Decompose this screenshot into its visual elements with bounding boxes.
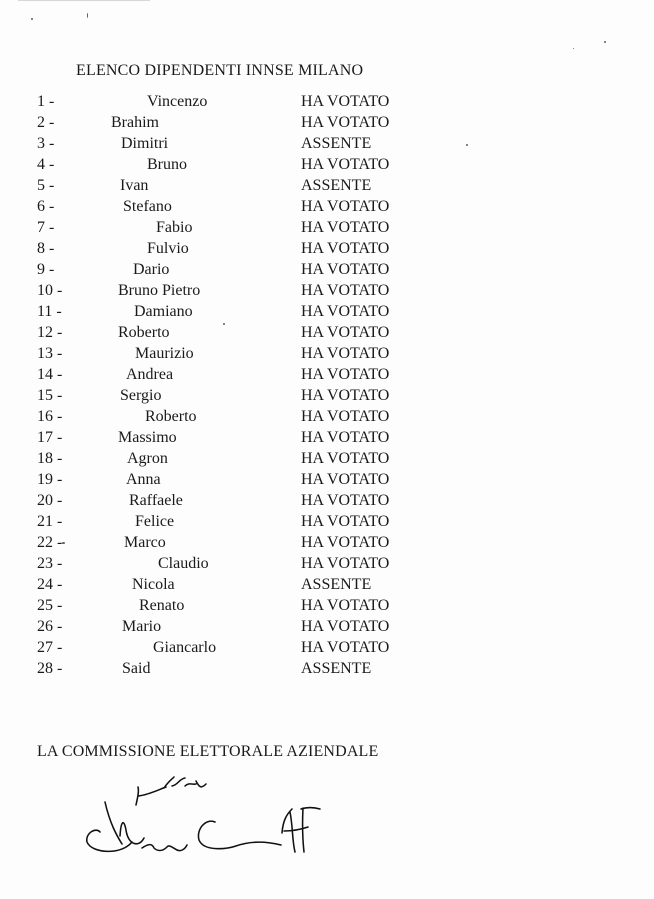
- employee-name: Claudio: [158, 555, 209, 572]
- employee-row: [0, 553, 654, 574]
- employee-number: 24 -: [37, 576, 63, 593]
- employee-number: 4 -: [37, 156, 55, 173]
- employee-row: [0, 448, 654, 469]
- employee-row: [0, 427, 654, 448]
- employee-name: Said: [122, 660, 151, 677]
- employee-number: 22 -: [37, 534, 63, 551]
- employee-row: [0, 490, 654, 511]
- employee-number: 1 -: [37, 93, 55, 110]
- employee-number: 28 -: [37, 660, 63, 677]
- employee-number: 25 -: [37, 597, 63, 614]
- signature-stroke: [87, 802, 187, 851]
- employee-number: 14 -: [37, 366, 63, 383]
- employee-name: Fulvio: [147, 240, 189, 257]
- employee-row: [0, 154, 654, 175]
- employee-number: 20 -: [37, 492, 63, 509]
- scan-speck: [87, 13, 88, 18]
- signature-stroke: [198, 808, 320, 853]
- vote-status: HA VOTATO: [301, 303, 390, 320]
- employee-name: Nicola: [132, 576, 175, 593]
- employee-number: 23 -: [37, 555, 63, 572]
- employee-name: Ivan: [120, 177, 149, 194]
- employee-row: [0, 175, 654, 196]
- employee-number: 10 -: [37, 282, 63, 299]
- employee-number: 11 -: [37, 303, 62, 320]
- employee-name: Agron: [127, 450, 168, 467]
- employee-name: Felice: [135, 513, 175, 530]
- employee-number: 7 -: [37, 219, 55, 236]
- employee-number: 18 -: [37, 450, 63, 467]
- scan-speck: [31, 18, 33, 20]
- employee-name: Maurizio: [135, 345, 194, 362]
- vote-status: HA VOTATO: [301, 492, 390, 509]
- vote-status: ASSENTE: [301, 660, 372, 677]
- document-title: ELENCO DIPENDENTI INNSE MILANO: [76, 62, 364, 79]
- employee-name: Anna: [126, 471, 161, 488]
- employee-name: Bruno: [147, 156, 187, 173]
- employee-list: [0, 91, 654, 691]
- employee-name: Bruno Pietro: [118, 282, 201, 299]
- vote-status: HA VOTATO: [301, 555, 390, 572]
- employee-name: Sergio: [120, 387, 162, 404]
- employee-row: [0, 133, 654, 154]
- scan-speck: [604, 41, 606, 43]
- employee-row: [0, 385, 654, 406]
- employee-name: Dimitri: [121, 135, 169, 152]
- employee-row: [0, 322, 654, 343]
- vote-status: ASSENTE: [301, 576, 372, 593]
- vote-status: HA VOTATO: [301, 387, 390, 404]
- employee-row: [0, 238, 654, 259]
- employee-row: [0, 406, 654, 427]
- vote-status: HA VOTATO: [301, 513, 390, 530]
- vote-status: HA VOTATO: [301, 156, 390, 173]
- vote-status: HA VOTATO: [301, 261, 390, 278]
- vote-status: HA VOTATO: [301, 198, 390, 215]
- signature-stroke: [136, 777, 206, 805]
- vote-status: ASSENTE: [301, 177, 372, 194]
- employee-name: Dario: [133, 261, 170, 278]
- employee-row: [0, 616, 654, 637]
- employee-name: Giancarlo: [153, 639, 217, 656]
- employee-row: [0, 301, 654, 322]
- employee-number: 17 -: [37, 429, 63, 446]
- employee-name: Vincenzo: [147, 93, 208, 110]
- vote-status: HA VOTATO: [301, 471, 390, 488]
- employee-number: 12 -: [37, 324, 63, 341]
- vote-status: HA VOTATO: [301, 345, 390, 362]
- employee-row: [0, 595, 654, 616]
- employee-row: [0, 112, 654, 133]
- employee-row: [0, 574, 654, 595]
- employee-name: Raffaele: [129, 492, 183, 509]
- employee-number: 16 -: [37, 408, 63, 425]
- vote-status: HA VOTATO: [301, 450, 390, 467]
- employee-row: [0, 511, 654, 532]
- employee-name: Fabio: [156, 219, 193, 236]
- employee-number: 26 -: [37, 618, 63, 635]
- employee-row: [0, 217, 654, 238]
- employee-number: 6 -: [37, 198, 55, 215]
- employee-row: [0, 259, 654, 280]
- employee-row: [0, 343, 654, 364]
- commission-footer: LA COMMISSIONE ELETTORALE AZIENDALE: [37, 743, 379, 760]
- employee-row: [0, 637, 654, 658]
- employee-number: 27 -: [37, 639, 63, 656]
- vote-status: HA VOTATO: [301, 429, 390, 446]
- vote-status: HA VOTATO: [301, 618, 390, 635]
- employee-name: Brahim: [111, 114, 159, 131]
- vote-status: ASSENTE: [301, 135, 372, 152]
- employee-row: [0, 532, 654, 553]
- employee-name: Stefano: [123, 198, 172, 215]
- employee-number: 8 -: [37, 240, 55, 257]
- employee-number: 21 -: [37, 513, 63, 530]
- vote-status: HA VOTATO: [301, 114, 390, 131]
- vote-status: HA VOTATO: [301, 597, 390, 614]
- employee-number: 2 -: [37, 114, 55, 131]
- employee-number: 9 -: [37, 261, 55, 278]
- employee-row: [0, 280, 654, 301]
- employee-row: [0, 91, 654, 112]
- handwritten-signatures-icon: [78, 772, 348, 862]
- employee-name: Marco: [124, 534, 166, 551]
- employee-number: 5 -: [37, 177, 55, 194]
- vote-status: HA VOTATO: [301, 324, 390, 341]
- top-edge-line: [18, 0, 150, 1]
- employee-row: [0, 364, 654, 385]
- employee-row: [0, 469, 654, 490]
- vote-status: HA VOTATO: [301, 219, 390, 236]
- vote-status: HA VOTATO: [301, 366, 390, 383]
- employee-row: [0, 658, 654, 679]
- vote-status: HA VOTATO: [301, 534, 390, 551]
- employee-number: 19 -: [37, 471, 63, 488]
- vote-status: HA VOTATO: [301, 282, 390, 299]
- vote-status: HA VOTATO: [301, 93, 390, 110]
- employee-number: 13 -: [37, 345, 63, 362]
- employee-name: Andrea: [126, 366, 174, 383]
- employee-number: 3 -: [37, 135, 55, 152]
- vote-status: HA VOTATO: [301, 639, 390, 656]
- employee-name: Damiano: [134, 303, 193, 320]
- employee-number: 15 -: [37, 387, 63, 404]
- employee-row: [0, 196, 654, 217]
- employee-name: Renato: [139, 597, 185, 614]
- scan-speck: [573, 48, 574, 49]
- employee-name: Roberto: [118, 324, 170, 341]
- employee-name: Mario: [122, 618, 162, 635]
- employee-name: Roberto: [145, 408, 197, 425]
- employee-name: Massimo: [118, 429, 177, 446]
- vote-status: HA VOTATO: [301, 240, 390, 257]
- vote-status: HA VOTATO: [301, 408, 390, 425]
